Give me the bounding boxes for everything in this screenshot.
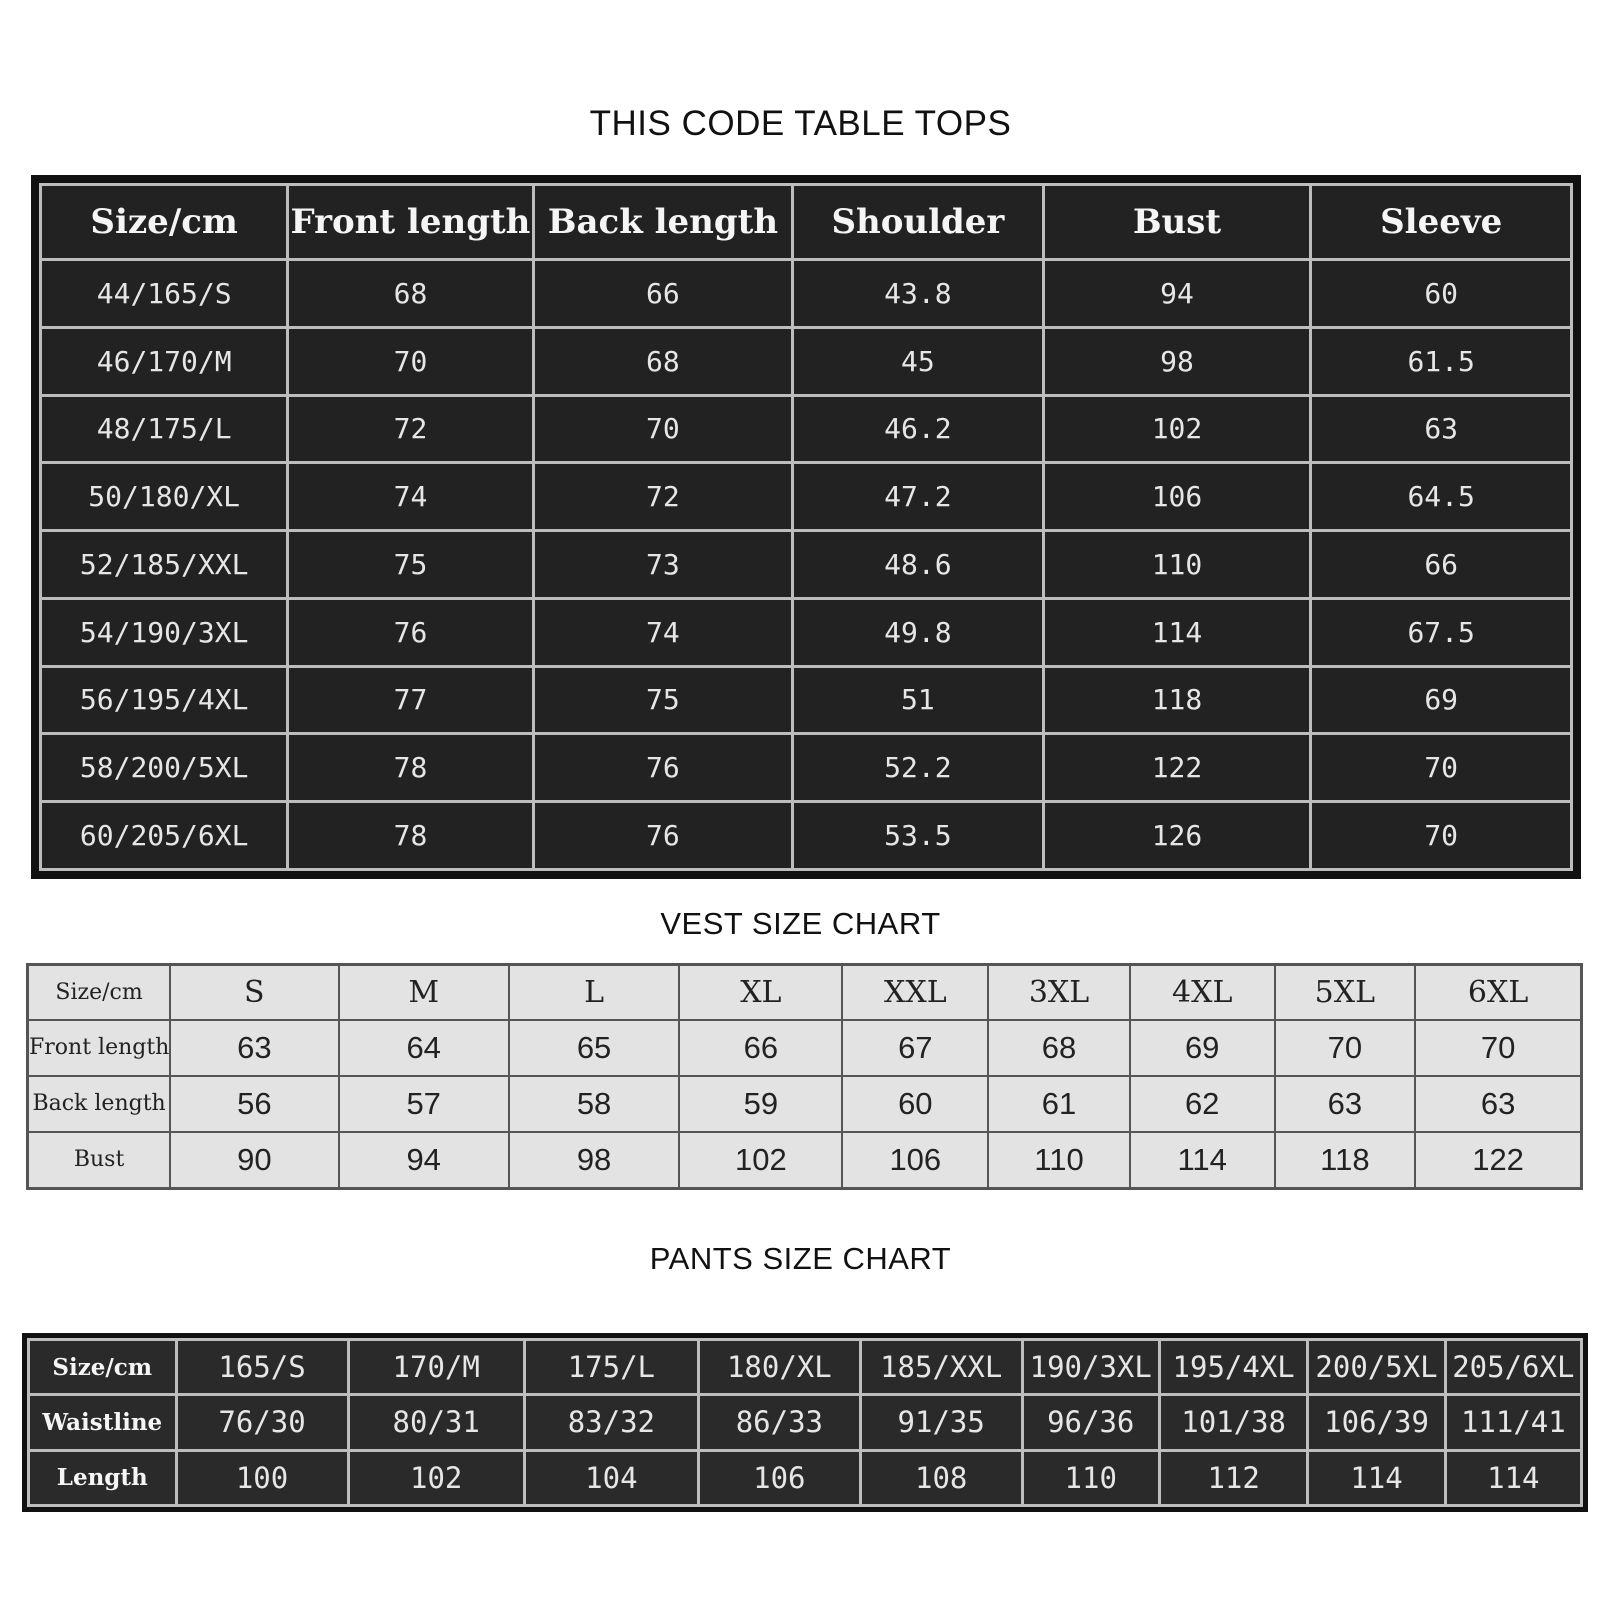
tops-column-header: Size/cm — [41, 185, 288, 260]
measurement-cell: 64.5 — [1311, 463, 1572, 531]
measurement-cell: 112 — [1159, 1450, 1308, 1505]
measurement-cell: 106/39 — [1308, 1395, 1445, 1450]
measurement-cell: 96/36 — [1022, 1395, 1159, 1450]
measurement-cell: 68 — [988, 1020, 1130, 1076]
size-label-cell: 60/205/6XL — [41, 802, 288, 870]
measurement-cell: 69 — [1130, 1020, 1275, 1076]
measurement-cell: 4XL — [1130, 965, 1275, 1020]
measurement-cell: 68 — [288, 260, 533, 328]
measurement-cell: 98 — [509, 1132, 679, 1189]
row-label-cell: Back length — [28, 1076, 171, 1132]
measurement-cell: 43.8 — [793, 260, 1043, 328]
measurement-cell: 185/XXL — [860, 1340, 1022, 1395]
measurement-cell: 70 — [1275, 1020, 1416, 1076]
table-row — [28, 1132, 1582, 1189]
table-row — [29, 1450, 1582, 1505]
measurement-cell: 78 — [288, 802, 533, 870]
measurement-cell: 106 — [698, 1450, 860, 1505]
table-row — [41, 260, 1572, 328]
table-row — [28, 1020, 1582, 1076]
tops-title: THIS CODE TABLE TOPS — [589, 104, 1012, 143]
size-label-cell: 48/175/L — [41, 395, 288, 463]
measurement-cell: 48.6 — [793, 531, 1043, 599]
measurement-cell: 101/38 — [1159, 1395, 1308, 1450]
measurement-cell: 66 — [533, 260, 793, 328]
measurement-cell: 110 — [1043, 531, 1311, 599]
measurement-cell: 83/32 — [524, 1395, 698, 1450]
measurement-cell: 76 — [533, 802, 793, 870]
row-label-cell: Waistline — [29, 1395, 177, 1450]
measurement-cell: 45 — [793, 327, 1043, 395]
measurement-cell: XL — [679, 965, 842, 1020]
measurement-cell: 100 — [176, 1450, 348, 1505]
table-row — [29, 1395, 1582, 1450]
size-label-cell: 56/195/4XL — [41, 666, 288, 734]
measurement-cell: 102 — [1043, 395, 1311, 463]
measurement-cell: 62 — [1130, 1076, 1275, 1132]
measurement-cell: 78 — [288, 734, 533, 802]
measurement-cell: 46.2 — [793, 395, 1043, 463]
measurement-cell: S — [170, 965, 338, 1020]
measurement-cell: 47.2 — [793, 463, 1043, 531]
measurement-cell: 110 — [1022, 1450, 1159, 1505]
tops-column-header: Sleeve — [1311, 185, 1572, 260]
table-row — [41, 531, 1572, 599]
measurement-cell: 104 — [524, 1450, 698, 1505]
measurement-cell: 57 — [339, 1076, 509, 1132]
measurement-cell: M — [339, 965, 509, 1020]
tops-table-frame — [31, 175, 1581, 879]
measurement-cell: 175/L — [524, 1340, 698, 1395]
pants-table-frame — [22, 1333, 1588, 1512]
measurement-cell: 94 — [339, 1132, 509, 1189]
measurement-cell: 53.5 — [793, 802, 1043, 870]
measurement-cell: 75 — [288, 531, 533, 599]
pants-title: PANTS SIZE CHART — [649, 1241, 952, 1276]
measurement-cell: 74 — [533, 598, 793, 666]
tops-column-header: Back length — [533, 185, 793, 260]
measurement-cell: 76 — [533, 734, 793, 802]
measurement-cell: 114 — [1308, 1450, 1445, 1505]
tops-column-header: Shoulder — [793, 185, 1043, 260]
size-label-cell: 54/190/3XL — [41, 598, 288, 666]
measurement-cell: 3XL — [988, 965, 1130, 1020]
measurement-cell: 72 — [288, 395, 533, 463]
measurement-cell: 122 — [1415, 1132, 1581, 1189]
vest-size-table — [26, 963, 1583, 1190]
table-row — [41, 327, 1572, 395]
measurement-cell: 60 — [842, 1076, 988, 1132]
tops-header-row — [41, 185, 1572, 260]
measurement-cell: 72 — [533, 463, 793, 531]
measurement-cell: 5XL — [1275, 965, 1416, 1020]
measurement-cell: 66 — [679, 1020, 842, 1076]
measurement-cell: 67.5 — [1311, 598, 1572, 666]
table-row — [41, 802, 1572, 870]
measurement-cell: 200/5XL — [1308, 1340, 1445, 1395]
table-row — [41, 734, 1572, 802]
table-row — [41, 598, 1572, 666]
measurement-cell: 122 — [1043, 734, 1311, 802]
tops-column-header: Bust — [1043, 185, 1311, 260]
measurement-cell: 58 — [509, 1076, 679, 1132]
measurement-cell: 52.2 — [793, 734, 1043, 802]
table-row — [41, 395, 1572, 463]
measurement-cell: 94 — [1043, 260, 1311, 328]
measurement-cell: 49.8 — [793, 598, 1043, 666]
measurement-cell: 165/S — [176, 1340, 348, 1395]
table-row — [41, 463, 1572, 531]
measurement-cell: 69 — [1311, 666, 1572, 734]
measurement-cell: 64 — [339, 1020, 509, 1076]
measurement-cell: 91/35 — [860, 1395, 1022, 1450]
measurement-cell: 118 — [1043, 666, 1311, 734]
size-label-cell: 50/180/XL — [41, 463, 288, 531]
measurement-cell: 86/33 — [698, 1395, 860, 1450]
row-label-cell: Size/cm — [28, 965, 171, 1020]
table-row — [41, 666, 1572, 734]
measurement-cell: 76/30 — [176, 1395, 348, 1450]
measurement-cell: 111/41 — [1445, 1395, 1581, 1450]
measurement-cell: 76 — [288, 598, 533, 666]
measurement-cell: 114 — [1043, 598, 1311, 666]
measurement-cell: 98 — [1043, 327, 1311, 395]
measurement-cell: 63 — [1311, 395, 1572, 463]
row-label-cell: Size/cm — [29, 1340, 177, 1395]
measurement-cell: 77 — [288, 666, 533, 734]
measurement-cell: 67 — [842, 1020, 988, 1076]
measurement-cell: 80/31 — [348, 1395, 524, 1450]
pants-size-table — [27, 1338, 1583, 1507]
measurement-cell: 195/4XL — [1159, 1340, 1308, 1395]
measurement-cell: 66 — [1311, 531, 1572, 599]
table-row — [28, 1076, 1582, 1132]
table-row — [28, 965, 1582, 1020]
vest-body — [28, 965, 1582, 1189]
measurement-cell: 102 — [348, 1450, 524, 1505]
measurement-cell: 65 — [509, 1020, 679, 1076]
measurement-cell: 63 — [1415, 1076, 1581, 1132]
measurement-cell: 114 — [1445, 1450, 1581, 1505]
measurement-cell: 118 — [1275, 1132, 1416, 1189]
row-label-cell: Length — [29, 1450, 177, 1505]
measurement-cell: 180/XL — [698, 1340, 860, 1395]
size-label-cell: 52/185/XXL — [41, 531, 288, 599]
measurement-cell: 61 — [988, 1076, 1130, 1132]
measurement-cell: 205/6XL — [1445, 1340, 1581, 1395]
size-label-cell: 46/170/M — [41, 327, 288, 395]
size-label-cell: 58/200/5XL — [41, 734, 288, 802]
vest-title: VEST SIZE CHART — [660, 906, 941, 941]
table-row — [29, 1340, 1582, 1395]
measurement-cell: 59 — [679, 1076, 842, 1132]
measurement-cell: 68 — [533, 327, 793, 395]
measurement-cell: 73 — [533, 531, 793, 599]
measurement-cell: 190/3XL — [1022, 1340, 1159, 1395]
tops-body — [41, 260, 1572, 870]
measurement-cell: 63 — [170, 1020, 338, 1076]
tops-column-header: Front length — [288, 185, 533, 260]
measurement-cell: 102 — [679, 1132, 842, 1189]
measurement-cell: XXL — [842, 965, 988, 1020]
measurement-cell: 126 — [1043, 802, 1311, 870]
row-label-cell: Bust — [28, 1132, 171, 1189]
measurement-cell: 106 — [842, 1132, 988, 1189]
measurement-cell: 61.5 — [1311, 327, 1572, 395]
measurement-cell: 70 — [1415, 1020, 1581, 1076]
pants-body — [29, 1340, 1582, 1506]
measurement-cell: L — [509, 965, 679, 1020]
measurement-cell: 170/M — [348, 1340, 524, 1395]
measurement-cell: 70 — [1311, 734, 1572, 802]
measurement-cell: 75 — [533, 666, 793, 734]
measurement-cell: 106 — [1043, 463, 1311, 531]
measurement-cell: 90 — [170, 1132, 338, 1189]
measurement-cell: 51 — [793, 666, 1043, 734]
measurement-cell: 70 — [533, 395, 793, 463]
row-label-cell: Front length — [28, 1020, 171, 1076]
measurement-cell: 70 — [1311, 802, 1572, 870]
measurement-cell: 114 — [1130, 1132, 1275, 1189]
measurement-cell: 56 — [170, 1076, 338, 1132]
size-label-cell: 44/165/S — [41, 260, 288, 328]
tops-size-table — [39, 183, 1573, 871]
measurement-cell: 108 — [860, 1450, 1022, 1505]
measurement-cell: 70 — [288, 327, 533, 395]
measurement-cell: 74 — [288, 463, 533, 531]
measurement-cell: 110 — [988, 1132, 1130, 1189]
measurement-cell: 63 — [1275, 1076, 1416, 1132]
measurement-cell: 60 — [1311, 260, 1572, 328]
measurement-cell: 6XL — [1415, 965, 1581, 1020]
